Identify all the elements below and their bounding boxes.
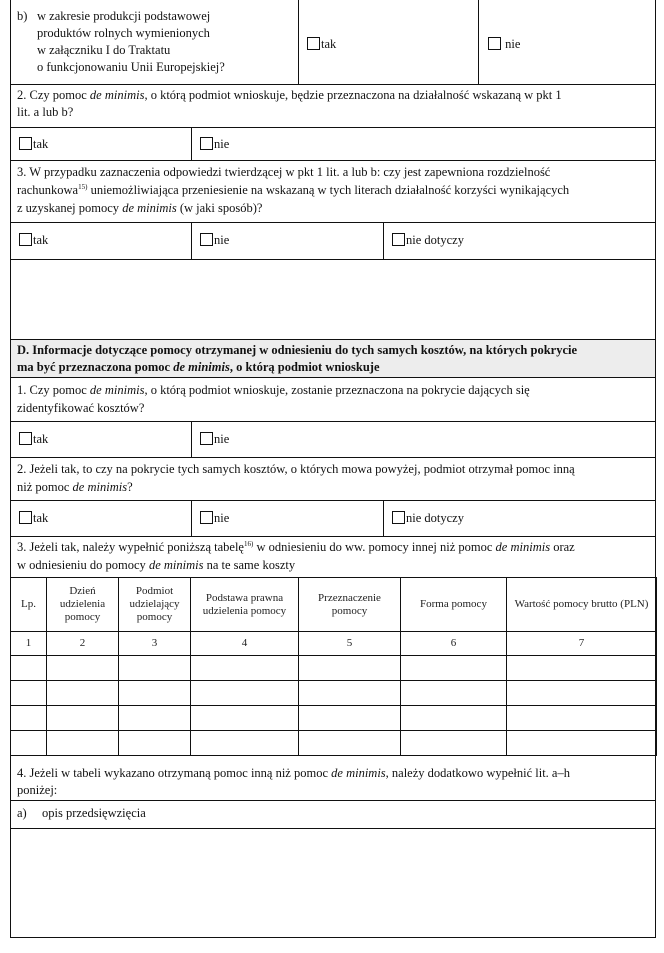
divider	[10, 222, 656, 223]
q3-line-1: 3. W przypadku zaznaczenia odpowiedzi twierdzącej w pkt 1 lit. a lub b: czy jest zapewniona rozdzielność	[17, 165, 551, 179]
table-cell[interactable]	[11, 681, 47, 706]
table-row	[11, 656, 657, 681]
table-cell[interactable]	[11, 656, 47, 681]
frame-right	[655, 0, 656, 938]
option-label: nie	[505, 37, 521, 51]
divider	[10, 500, 656, 501]
section-d-line-2	[17, 359, 380, 376]
checkbox[interactable]	[200, 432, 213, 445]
q3-line-2	[17, 182, 569, 199]
text-italic: de minimis	[89, 383, 145, 397]
table-cell[interactable]	[119, 656, 191, 681]
checkbox[interactable]	[200, 137, 213, 150]
divider	[10, 127, 656, 128]
row-b-yes-option[interactable]	[307, 37, 336, 52]
aid-table	[10, 577, 657, 756]
text: w odniesieniu do pomocy	[17, 558, 149, 572]
option-label: tak	[321, 37, 337, 51]
d3-line-1	[17, 539, 575, 556]
column-number: 3	[119, 632, 191, 656]
text: uniemożliwiająca przeniesienie na wskazaną w tych literach działalność korzyści wynikających	[87, 183, 570, 197]
d3-line-2	[17, 557, 295, 574]
column-number: 2	[47, 632, 119, 656]
text: ?	[127, 480, 133, 494]
text: 2. Czy pomoc	[17, 88, 90, 102]
divider	[10, 800, 656, 801]
text-italic: de minimis	[148, 558, 204, 572]
column-number: 6	[401, 632, 507, 656]
divider	[10, 160, 656, 161]
row-b-line-4: o funkcjonowaniu Unii Europejskiej?	[37, 60, 225, 74]
text: niż pomoc	[17, 480, 73, 494]
table-row	[11, 731, 657, 756]
text: , należy dodatkowo wypełnić lit. a–h	[385, 766, 570, 780]
d1-no-option[interactable]	[200, 432, 229, 447]
d2-line-1: 2. Jeżeli tak, to czy na pokrycie tych samych kosztów, o których mowa powyżej, podmiot otrzymał pomoc inną	[17, 462, 575, 476]
table-cell[interactable]	[401, 681, 507, 706]
table-cell[interactable]	[191, 731, 299, 756]
row-b-prefix: b)	[17, 9, 28, 23]
text: 3. Jeżeli tak, należy wypełnić poniższą tabelę	[17, 540, 244, 554]
divider	[383, 500, 384, 536]
checkbox[interactable]	[19, 137, 32, 150]
d2-not-applicable-option[interactable]	[392, 511, 464, 526]
footnote-ref: 15)	[78, 182, 88, 191]
checkbox[interactable]	[488, 37, 501, 50]
table-cell[interactable]	[119, 706, 191, 731]
text-italic: de minimis	[89, 88, 145, 102]
text: , o którą podmiot wnioskuje, zostanie przeznaczona na pokrycie dających się	[144, 383, 530, 397]
option-label: tak	[33, 137, 49, 151]
table-row	[11, 706, 657, 731]
table-cell[interactable]	[507, 656, 657, 681]
divider	[10, 457, 656, 458]
option-label: tak	[33, 432, 49, 446]
table-cell[interactable]	[191, 681, 299, 706]
frame-bottom	[10, 937, 656, 938]
table-cell[interactable]	[299, 731, 401, 756]
divider	[191, 127, 192, 160]
text: w odniesieniu do ww. pomocy innej niż pomoc	[253, 540, 496, 554]
project-description-area[interactable]	[11, 829, 655, 937]
text-italic: de minimis	[173, 360, 230, 374]
table-cell[interactable]	[299, 681, 401, 706]
checkbox[interactable]	[19, 432, 32, 445]
footnote-ref: 16)	[243, 539, 254, 548]
row-b-no-option[interactable]	[488, 37, 520, 52]
header-purpose: Przeznaczenie pomocy	[299, 578, 401, 632]
table-header-row	[11, 578, 657, 632]
column-number: 7	[507, 632, 657, 656]
divider	[478, 0, 479, 84]
section-d-line-1: D. Informacje dotyczące pomocy otrzymanej w odniesieniu do tych samych kosztów, na których pokrycie	[17, 343, 578, 357]
checkbox[interactable]	[200, 511, 213, 524]
checkbox[interactable]	[307, 37, 320, 50]
q3-yes-option[interactable]	[19, 233, 48, 248]
divider	[191, 222, 192, 259]
divider	[10, 536, 656, 537]
q3-not-applicable-option[interactable]	[392, 233, 464, 248]
table-cell[interactable]	[507, 681, 657, 706]
text-italic: de minimis	[122, 201, 177, 215]
option-label: nie	[214, 137, 230, 151]
checkbox[interactable]	[19, 233, 32, 246]
table-cell[interactable]	[299, 706, 401, 731]
row-b-line-2: produktów rolnych wymienionych	[37, 26, 210, 40]
divider	[10, 84, 656, 85]
divider	[191, 500, 192, 536]
option-label: tak	[33, 511, 49, 525]
item-a-prefix: a)	[17, 806, 27, 820]
d2-line-2	[17, 479, 133, 496]
divider	[191, 421, 192, 457]
text-italic: de minimis	[331, 766, 386, 780]
text: ma być przeznaczona pomoc	[17, 360, 174, 374]
header-granting-entity: Podmiot udzielający pomocy	[119, 578, 191, 632]
table-cell[interactable]	[191, 656, 299, 681]
table-cell[interactable]	[11, 731, 47, 756]
d1-line-2: zidentyfikować kosztów?	[17, 401, 145, 415]
q3-no-option[interactable]	[200, 233, 229, 248]
item-a-label: opis przedsięwzięcia	[42, 806, 146, 820]
header-form: Forma pomocy	[401, 578, 507, 632]
table-cell[interactable]	[119, 731, 191, 756]
text: rachunkowa	[17, 183, 79, 197]
divider	[298, 0, 299, 84]
d4-line-1	[17, 765, 570, 782]
table-number-row	[11, 632, 657, 656]
table-cell[interactable]	[507, 731, 657, 756]
text: , o którą podmiot wnioskuje	[229, 360, 380, 374]
table-cell[interactable]	[119, 681, 191, 706]
row-b-line-1: w zakresie produkcji podstawowej	[37, 9, 211, 23]
option-label: nie dotyczy	[406, 233, 464, 247]
option-label: nie	[214, 511, 230, 525]
q2-yes-option[interactable]	[19, 137, 48, 152]
d1-yes-option[interactable]	[19, 432, 48, 447]
q2-line-2: lit. a lub b?	[17, 105, 74, 119]
option-label: tak	[33, 233, 49, 247]
row-b-line-3: w załączniku I do Traktatu	[37, 43, 171, 57]
option-label: nie	[214, 432, 230, 446]
checkbox[interactable]	[200, 233, 213, 246]
table-cell[interactable]	[47, 656, 119, 681]
q3-line-3	[17, 200, 262, 217]
text: (w jaki sposób)?	[176, 201, 263, 215]
text: oraz	[550, 540, 575, 554]
table-cell[interactable]	[11, 706, 47, 731]
q3-answer-area[interactable]	[11, 260, 655, 339]
option-label: nie dotyczy	[406, 511, 464, 525]
column-number: 1	[11, 632, 47, 656]
header-gross-value: Wartość pomocy brutto (PLN)	[507, 578, 657, 632]
checkbox[interactable]	[19, 511, 32, 524]
column-number: 4	[191, 632, 299, 656]
text-italic: de minimis	[495, 540, 551, 554]
checkbox[interactable]	[392, 233, 405, 246]
table-cell[interactable]	[47, 681, 119, 706]
table-cell[interactable]	[47, 731, 119, 756]
q2-line-1	[17, 87, 562, 104]
text: z uzyskanej pomocy	[17, 201, 123, 215]
text-italic: de minimis	[72, 480, 128, 494]
table-cell[interactable]	[299, 656, 401, 681]
text: 4. Jeżeli w tabeli wykazano otrzymaną pomoc inną niż pomoc	[17, 766, 332, 780]
option-label: nie	[214, 233, 230, 247]
frame-left	[10, 0, 11, 938]
divider	[383, 222, 384, 259]
header-lp: Lp.	[11, 578, 47, 632]
header-legal-basis: Podstawa prawna udzielenia pomocy	[191, 578, 299, 632]
q2-no-option[interactable]	[200, 137, 229, 152]
d2-yes-option[interactable]	[19, 511, 48, 526]
text: , o którą podmiot wnioskuje, będzie przeznaczona na działalność wskazaną w pkt 1	[144, 88, 562, 102]
table-cell[interactable]	[47, 706, 119, 731]
text: 1. Czy pomoc	[17, 383, 90, 397]
table-cell[interactable]	[191, 706, 299, 731]
section-d-header	[11, 339, 655, 378]
table-row	[11, 681, 657, 706]
header-grant-date: Dzień udzielenia pomocy	[47, 578, 119, 632]
d1-line-1	[17, 382, 530, 399]
d2-no-option[interactable]	[200, 511, 229, 526]
divider	[10, 421, 656, 422]
d4-line-2: poniżej:	[17, 783, 58, 797]
table-cell[interactable]	[401, 706, 507, 731]
table-cell[interactable]	[507, 706, 657, 731]
table-cell[interactable]	[401, 656, 507, 681]
checkbox[interactable]	[392, 511, 405, 524]
text: na te same koszty	[203, 558, 296, 572]
column-number: 5	[299, 632, 401, 656]
table-cell[interactable]	[401, 731, 507, 756]
